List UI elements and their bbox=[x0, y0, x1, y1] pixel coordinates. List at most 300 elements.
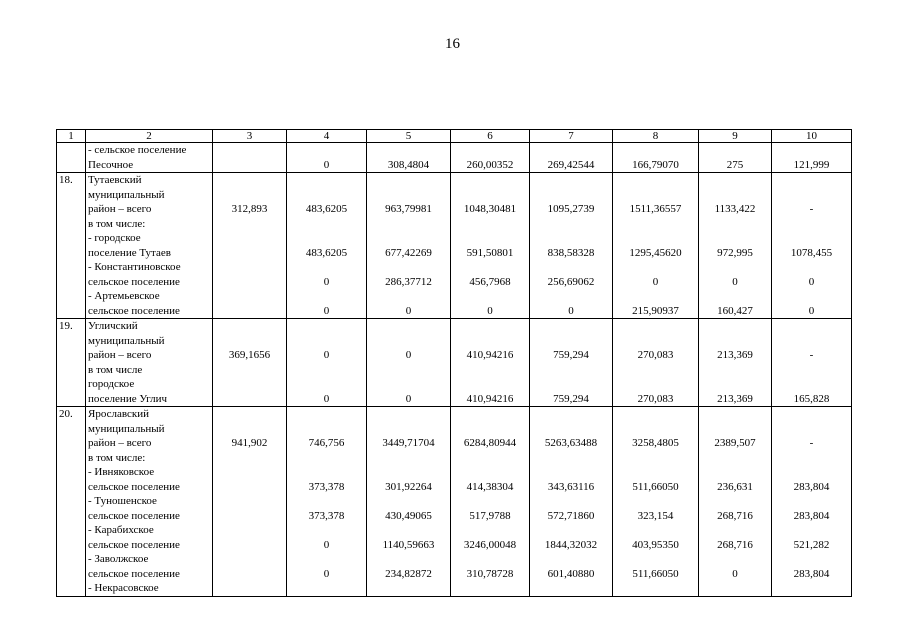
value bbox=[774, 289, 849, 304]
value bbox=[532, 523, 610, 538]
value bbox=[774, 552, 849, 567]
value bbox=[453, 523, 527, 538]
page-number: 16 bbox=[445, 36, 460, 52]
value bbox=[774, 363, 849, 378]
value: 1844,32032 bbox=[544, 538, 598, 551]
value bbox=[774, 260, 849, 275]
value: 746,756 bbox=[308, 437, 345, 449]
value bbox=[615, 231, 696, 246]
value-cell-col-4 bbox=[287, 319, 367, 407]
value: 3246,00048 bbox=[463, 538, 517, 551]
value: 160,427 bbox=[717, 304, 753, 317]
value bbox=[453, 422, 527, 437]
value bbox=[774, 173, 849, 188]
value bbox=[289, 451, 364, 466]
value-cell-col-6 bbox=[451, 319, 530, 407]
row-index-cell bbox=[57, 319, 86, 407]
value: 1295,45620 bbox=[629, 246, 682, 259]
value bbox=[215, 567, 284, 582]
value bbox=[532, 334, 610, 349]
value bbox=[615, 260, 696, 275]
value: 213,369 bbox=[717, 349, 753, 361]
header-cell: 3 bbox=[213, 130, 287, 143]
value: 963,79981 bbox=[385, 203, 432, 215]
value: - bbox=[809, 437, 814, 449]
value: 308,4804 bbox=[387, 158, 430, 171]
header-cell: 1 bbox=[57, 130, 86, 143]
header-cell: 5 bbox=[367, 130, 451, 143]
territory-name-line: в том числе: bbox=[88, 451, 146, 464]
value bbox=[453, 217, 527, 232]
value bbox=[774, 422, 849, 437]
value bbox=[369, 363, 448, 378]
row-index bbox=[59, 143, 83, 158]
row-index-cell bbox=[57, 143, 86, 173]
value: 414,38304 bbox=[466, 480, 514, 493]
value bbox=[289, 465, 364, 480]
value bbox=[289, 407, 364, 422]
value bbox=[532, 581, 610, 596]
value bbox=[215, 451, 284, 466]
value bbox=[215, 552, 284, 567]
table-row bbox=[57, 319, 852, 407]
value bbox=[289, 523, 364, 538]
value-cell-col-6 bbox=[451, 143, 530, 173]
value: 0 bbox=[732, 567, 738, 580]
value bbox=[615, 552, 696, 567]
value bbox=[369, 289, 448, 304]
value bbox=[289, 143, 364, 158]
value: 270,083 bbox=[637, 392, 674, 405]
territory-name-line: район – всего bbox=[88, 437, 152, 449]
value bbox=[215, 289, 284, 304]
value: 1140,59663 bbox=[382, 538, 435, 551]
value-cell-col-8 bbox=[613, 143, 699, 173]
value-cell-col-10 bbox=[772, 143, 852, 173]
territory-name-line: сельское поселение bbox=[88, 304, 180, 317]
value bbox=[215, 538, 284, 553]
value: 430,49065 bbox=[385, 509, 432, 522]
value bbox=[289, 173, 364, 188]
row-index: 19. bbox=[59, 320, 73, 332]
value bbox=[701, 451, 769, 466]
value: 2389,507 bbox=[714, 437, 756, 449]
row-index-cell bbox=[57, 173, 86, 319]
value bbox=[774, 334, 849, 349]
value bbox=[701, 465, 769, 480]
value: 1133,422 bbox=[714, 203, 756, 215]
value: 521,282 bbox=[793, 538, 830, 551]
value bbox=[289, 319, 364, 334]
value bbox=[289, 377, 364, 392]
value bbox=[215, 158, 284, 173]
value bbox=[532, 289, 610, 304]
value bbox=[453, 407, 527, 422]
value: 0 bbox=[323, 538, 330, 551]
value bbox=[453, 260, 527, 275]
value bbox=[532, 465, 610, 480]
value bbox=[453, 465, 527, 480]
value bbox=[615, 407, 696, 422]
value bbox=[532, 217, 610, 232]
value: 312,893 bbox=[231, 203, 268, 215]
value-cell-col-5 bbox=[367, 143, 451, 173]
value bbox=[453, 319, 527, 334]
value-cell-col-10 bbox=[772, 319, 852, 407]
value bbox=[369, 260, 448, 275]
value bbox=[453, 377, 527, 392]
value bbox=[774, 465, 849, 480]
value-cell-col-5 bbox=[367, 173, 451, 319]
value bbox=[215, 319, 284, 334]
data-table bbox=[56, 129, 852, 597]
value: 373,378 bbox=[308, 509, 345, 522]
header-cell: 2 bbox=[86, 130, 213, 143]
territory-name-line: - Артемьевское bbox=[88, 290, 160, 302]
value-cell-col-4 bbox=[287, 407, 367, 597]
value bbox=[289, 289, 364, 304]
value: 165,828 bbox=[793, 392, 830, 405]
value: 0 bbox=[323, 349, 330, 361]
value: 268,716 bbox=[717, 509, 753, 522]
value bbox=[215, 304, 284, 319]
territory-name-line: муниципальный bbox=[88, 334, 165, 347]
value: 0 bbox=[568, 304, 574, 317]
territory-name-line: район – всего bbox=[88, 349, 152, 361]
value-cell-col-9 bbox=[699, 407, 772, 597]
value bbox=[215, 275, 284, 290]
value bbox=[774, 143, 849, 158]
value bbox=[615, 581, 696, 596]
value bbox=[701, 173, 769, 188]
value bbox=[532, 407, 610, 422]
value: 256,69062 bbox=[547, 275, 595, 288]
value bbox=[215, 217, 284, 232]
value bbox=[701, 143, 769, 158]
value bbox=[453, 173, 527, 188]
territory-name-line: сельское поселение bbox=[88, 538, 180, 551]
territory-name-cell bbox=[86, 143, 213, 173]
value bbox=[701, 334, 769, 349]
value bbox=[701, 581, 769, 596]
value: 0 bbox=[808, 304, 815, 317]
value: 456,7968 bbox=[469, 275, 511, 288]
value bbox=[453, 451, 527, 466]
value-cell-col-8 bbox=[613, 173, 699, 319]
value bbox=[774, 523, 849, 538]
value bbox=[453, 494, 527, 509]
value: - bbox=[809, 349, 814, 361]
value bbox=[289, 552, 364, 567]
territory-name-line: район – всего bbox=[88, 203, 152, 215]
value bbox=[774, 451, 849, 466]
header-cell: 8 bbox=[613, 130, 699, 143]
value: 6284,80944 bbox=[463, 437, 517, 449]
value bbox=[774, 407, 849, 422]
territory-name-line: - городское bbox=[88, 232, 141, 244]
value bbox=[289, 494, 364, 509]
value-cell-col-3 bbox=[213, 407, 287, 597]
value: 0 bbox=[323, 392, 330, 405]
header-cell: 6 bbox=[451, 130, 530, 143]
header-cell: 7 bbox=[530, 130, 613, 143]
value bbox=[701, 260, 769, 275]
value: 483,6205 bbox=[305, 246, 348, 259]
header-cell: 4 bbox=[287, 130, 367, 143]
territory-name-line: Песочное bbox=[88, 158, 134, 171]
territory-name-line: - сельское поселение bbox=[88, 144, 187, 156]
value bbox=[215, 407, 284, 422]
territory-name-line: поселение Углич bbox=[88, 392, 168, 405]
value: 572,71860 bbox=[547, 509, 595, 522]
value: 517,9788 bbox=[469, 509, 511, 522]
value bbox=[532, 552, 610, 567]
value bbox=[289, 334, 364, 349]
value bbox=[774, 217, 849, 232]
value bbox=[369, 422, 448, 437]
value bbox=[369, 451, 448, 466]
value: 410,94216 bbox=[466, 392, 514, 405]
header-cell: 9 bbox=[699, 130, 772, 143]
value bbox=[774, 319, 849, 334]
territory-name-line: Ярославский bbox=[88, 408, 149, 420]
value bbox=[215, 494, 284, 509]
value bbox=[453, 289, 527, 304]
header-cell: 10 bbox=[772, 130, 852, 143]
value-cell-col-9 bbox=[699, 143, 772, 173]
value bbox=[701, 523, 769, 538]
value: 1048,30481 bbox=[463, 203, 517, 215]
value bbox=[369, 188, 448, 203]
value-cell-col-3 bbox=[213, 319, 287, 407]
table-body bbox=[57, 130, 852, 597]
value bbox=[215, 363, 284, 378]
value: - bbox=[809, 203, 814, 215]
value: 236,631 bbox=[717, 480, 753, 493]
value: 166,79070 bbox=[632, 158, 679, 171]
value bbox=[215, 231, 284, 246]
value: 1095,2739 bbox=[547, 203, 595, 215]
value: 759,294 bbox=[553, 392, 589, 405]
value: 1511,36557 bbox=[629, 203, 682, 215]
territory-name-line: сельское поселение bbox=[88, 567, 180, 580]
value bbox=[615, 217, 696, 232]
value bbox=[532, 143, 610, 158]
value: 759,294 bbox=[553, 349, 589, 361]
value bbox=[774, 581, 849, 596]
value bbox=[701, 289, 769, 304]
value: 5263,63488 bbox=[544, 437, 598, 449]
value: 511,66050 bbox=[632, 567, 679, 580]
value-cell-col-7 bbox=[530, 319, 613, 407]
value: 343,63116 bbox=[547, 480, 595, 493]
value: 972,995 bbox=[717, 246, 753, 259]
value bbox=[532, 260, 610, 275]
territory-name-line: муниципальный bbox=[88, 188, 165, 201]
value: 0 bbox=[487, 304, 493, 317]
value-cell-col-7 bbox=[530, 407, 613, 597]
value bbox=[369, 552, 448, 567]
territory-name-line: поселение Тутаев bbox=[88, 246, 171, 259]
territory-name-line: сельское поселение bbox=[88, 509, 180, 522]
value: 941,902 bbox=[231, 437, 268, 449]
value: 283,804 bbox=[793, 509, 830, 522]
value bbox=[701, 407, 769, 422]
value: 369,1656 bbox=[228, 349, 271, 361]
value bbox=[369, 334, 448, 349]
value bbox=[215, 260, 284, 275]
value bbox=[369, 217, 448, 232]
value: 283,804 bbox=[793, 480, 830, 493]
territory-name-line: муниципальный bbox=[88, 422, 165, 435]
value bbox=[615, 319, 696, 334]
value bbox=[453, 188, 527, 203]
territory-name-line: сельское поселение bbox=[88, 480, 180, 493]
value bbox=[615, 465, 696, 480]
value-cell-col-5 bbox=[367, 319, 451, 407]
value: 0 bbox=[405, 304, 412, 317]
value bbox=[215, 377, 284, 392]
value-cell-col-5 bbox=[367, 407, 451, 597]
value: 260,00352 bbox=[466, 158, 514, 171]
value bbox=[532, 363, 610, 378]
value bbox=[289, 260, 364, 275]
value bbox=[453, 363, 527, 378]
territory-name-line: городское bbox=[88, 378, 135, 390]
value-cell-col-4 bbox=[287, 173, 367, 319]
value: 301,92264 bbox=[385, 480, 432, 493]
territory-name-cell bbox=[86, 173, 213, 319]
value bbox=[453, 581, 527, 596]
value bbox=[369, 231, 448, 246]
value bbox=[215, 581, 284, 596]
territory-name-line: в том числе: bbox=[88, 217, 146, 230]
value: 0 bbox=[323, 158, 330, 171]
territory-name-cell bbox=[86, 407, 213, 597]
value bbox=[215, 509, 284, 524]
value bbox=[215, 480, 284, 495]
value-cell-col-8 bbox=[613, 407, 699, 597]
value bbox=[289, 231, 364, 246]
value: 3449,71704 bbox=[382, 437, 435, 449]
value bbox=[453, 334, 527, 349]
value: 0 bbox=[808, 275, 815, 288]
value: 270,083 bbox=[637, 349, 674, 361]
value: 234,82872 bbox=[385, 567, 432, 580]
value: 323,154 bbox=[637, 509, 674, 522]
value bbox=[369, 377, 448, 392]
value: 269,42544 bbox=[547, 158, 595, 171]
table-row bbox=[57, 407, 852, 597]
value: 591,50801 bbox=[466, 246, 514, 259]
value: 483,6205 bbox=[305, 203, 348, 215]
value bbox=[615, 334, 696, 349]
territory-name-line: - Ивняковское bbox=[88, 466, 155, 478]
value-cell-col-7 bbox=[530, 143, 613, 173]
value bbox=[369, 173, 448, 188]
value-cell-col-9 bbox=[699, 173, 772, 319]
value bbox=[615, 451, 696, 466]
header-row bbox=[57, 130, 852, 143]
value bbox=[532, 173, 610, 188]
value: 213,369 bbox=[717, 392, 753, 405]
territory-name-line: Угличский bbox=[88, 320, 138, 332]
value bbox=[289, 422, 364, 437]
territory-name-cell bbox=[86, 319, 213, 407]
value: 0 bbox=[323, 304, 330, 317]
value bbox=[701, 494, 769, 509]
value bbox=[701, 363, 769, 378]
value bbox=[615, 173, 696, 188]
value-cell-col-10 bbox=[772, 407, 852, 597]
value bbox=[215, 422, 284, 437]
value bbox=[532, 319, 610, 334]
value-cell-col-3 bbox=[213, 143, 287, 173]
value bbox=[701, 377, 769, 392]
value bbox=[615, 188, 696, 203]
value bbox=[369, 143, 448, 158]
value bbox=[369, 494, 448, 509]
value-cell-col-3 bbox=[213, 173, 287, 319]
territory-name-line: в том числе bbox=[88, 363, 143, 376]
value: 0 bbox=[652, 275, 659, 288]
value bbox=[369, 523, 448, 538]
value bbox=[289, 188, 364, 203]
value bbox=[215, 143, 284, 158]
value-cell-col-7 bbox=[530, 173, 613, 319]
value: 310,78728 bbox=[466, 567, 514, 580]
value: 410,94216 bbox=[466, 349, 514, 361]
value: 283,804 bbox=[793, 567, 830, 580]
value-cell-col-9 bbox=[699, 319, 772, 407]
value bbox=[774, 494, 849, 509]
row-index-cell bbox=[57, 407, 86, 597]
territory-name-line: Тутаевский bbox=[88, 174, 142, 186]
value bbox=[369, 581, 448, 596]
value bbox=[215, 334, 284, 349]
value bbox=[289, 217, 364, 232]
territory-name-line: сельское поселение bbox=[88, 275, 180, 288]
value bbox=[774, 231, 849, 246]
value bbox=[532, 188, 610, 203]
value bbox=[453, 231, 527, 246]
territory-name-line: - Туношенское bbox=[88, 495, 157, 507]
value: 0 bbox=[323, 275, 330, 288]
value bbox=[215, 465, 284, 480]
value: 511,66050 bbox=[632, 480, 679, 493]
value bbox=[532, 377, 610, 392]
territory-name-line: - Карабихское bbox=[88, 524, 154, 536]
value-cell-col-6 bbox=[451, 407, 530, 597]
value bbox=[289, 581, 364, 596]
value: 268,716 bbox=[717, 538, 753, 551]
value bbox=[615, 377, 696, 392]
value bbox=[369, 407, 448, 422]
value: 403,95350 bbox=[632, 538, 679, 551]
value: 838,58328 bbox=[547, 246, 595, 259]
value bbox=[615, 494, 696, 509]
row-index: 20. bbox=[59, 408, 73, 420]
value: 0 bbox=[405, 392, 412, 405]
value bbox=[215, 246, 284, 261]
value bbox=[369, 319, 448, 334]
table-row bbox=[57, 143, 852, 173]
territory-name-line: - Заволжское bbox=[88, 553, 149, 565]
value: 1078,455 bbox=[790, 246, 833, 259]
value: 3258,4805 bbox=[632, 437, 679, 449]
value-cell-col-10 bbox=[772, 173, 852, 319]
value bbox=[453, 143, 527, 158]
